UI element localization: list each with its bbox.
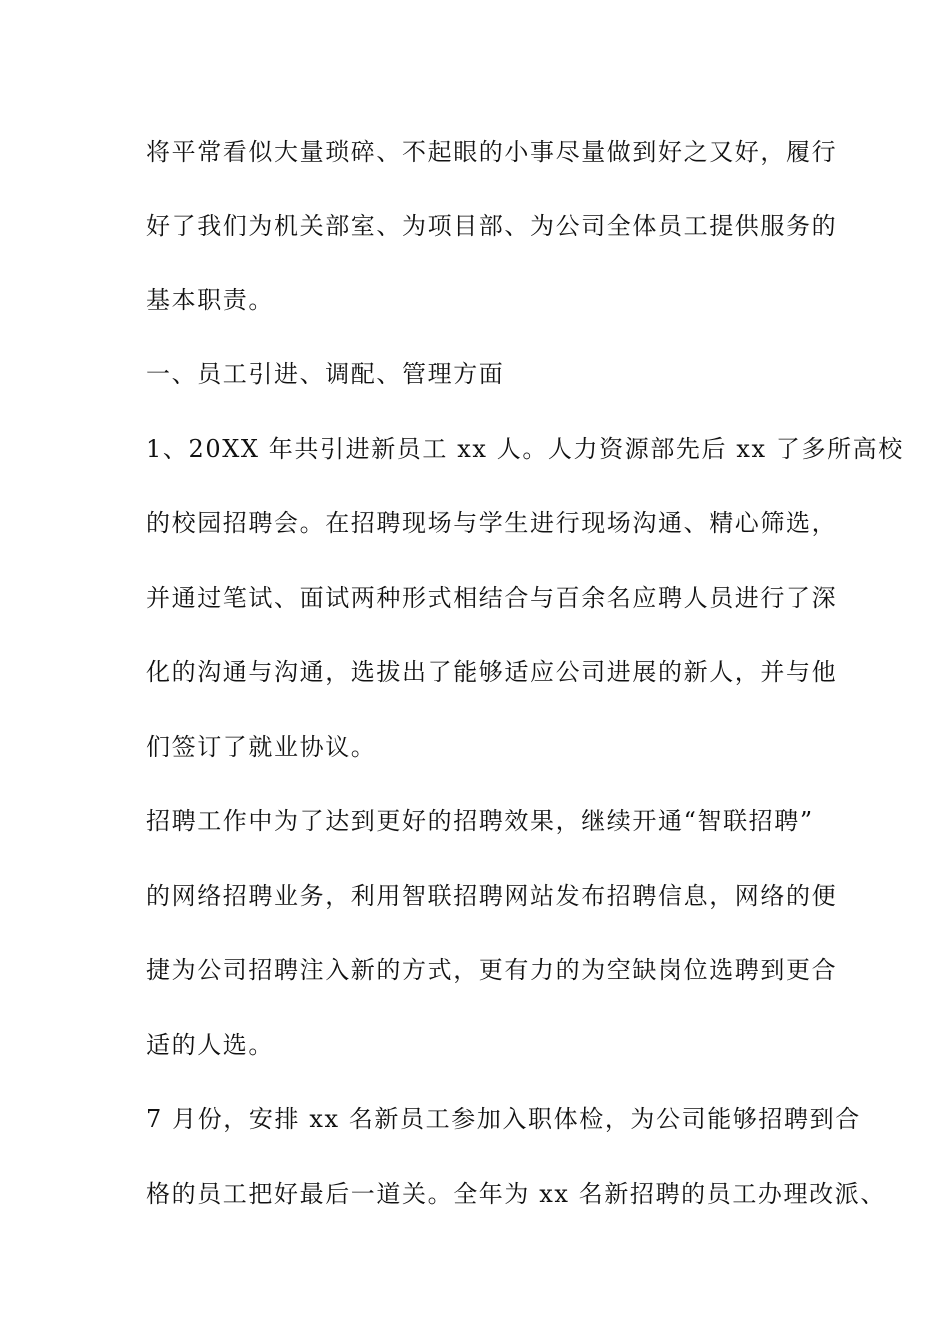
paragraph-line: 们签订了就业协议。 xyxy=(146,733,377,761)
paragraph-line: 基本职责。 xyxy=(146,286,274,314)
paragraph-line: 7 月份，安排 xx 名新员工参加入职体检，为公司能够招聘到合 xyxy=(146,1105,861,1133)
section-heading: 一、员工引进、调配、管理方面 xyxy=(146,360,505,388)
paragraph-line: 化的沟通与沟通，选拔出了能够适应公司进展的新人，并与他 xyxy=(146,658,838,686)
paragraph-line: 的网络招聘业务，利用智联招聘网站发布招聘信息，网络的便 xyxy=(146,882,838,910)
paragraph-line: 并通过笔试、面试两种形式相结合与百余名应聘人员进行了深 xyxy=(146,584,838,612)
paragraph-line: 好了我们为机关部室、为项目部、为公司全体员工提供服务的 xyxy=(146,212,838,240)
paragraph-line: 格的员工把好最后一道关。全年为 xx 名新招聘的员工办理改派、 xyxy=(146,1180,886,1208)
paragraph-line: 捷为公司招聘注入新的方式，更有力的为空缺岗位选聘到更合 xyxy=(146,956,838,984)
paragraph-line: 将平常看似大量琐碎、不起眼的小事尽量做到好之又好，履行 xyxy=(146,138,838,166)
paragraph-line: 招聘工作中为了达到更好的招聘效果，继续开通“智联招聘” xyxy=(146,807,814,835)
paragraph-line: 1、20XX 年共引进新员工 xx 人。人力资源部先后 xx 了多所高校 xyxy=(146,435,904,463)
paragraph-line: 适的人选。 xyxy=(146,1031,274,1059)
paragraph-line: 的校园招聘会。在招聘现场与学生进行现场沟通、精心筛选， xyxy=(146,509,838,537)
